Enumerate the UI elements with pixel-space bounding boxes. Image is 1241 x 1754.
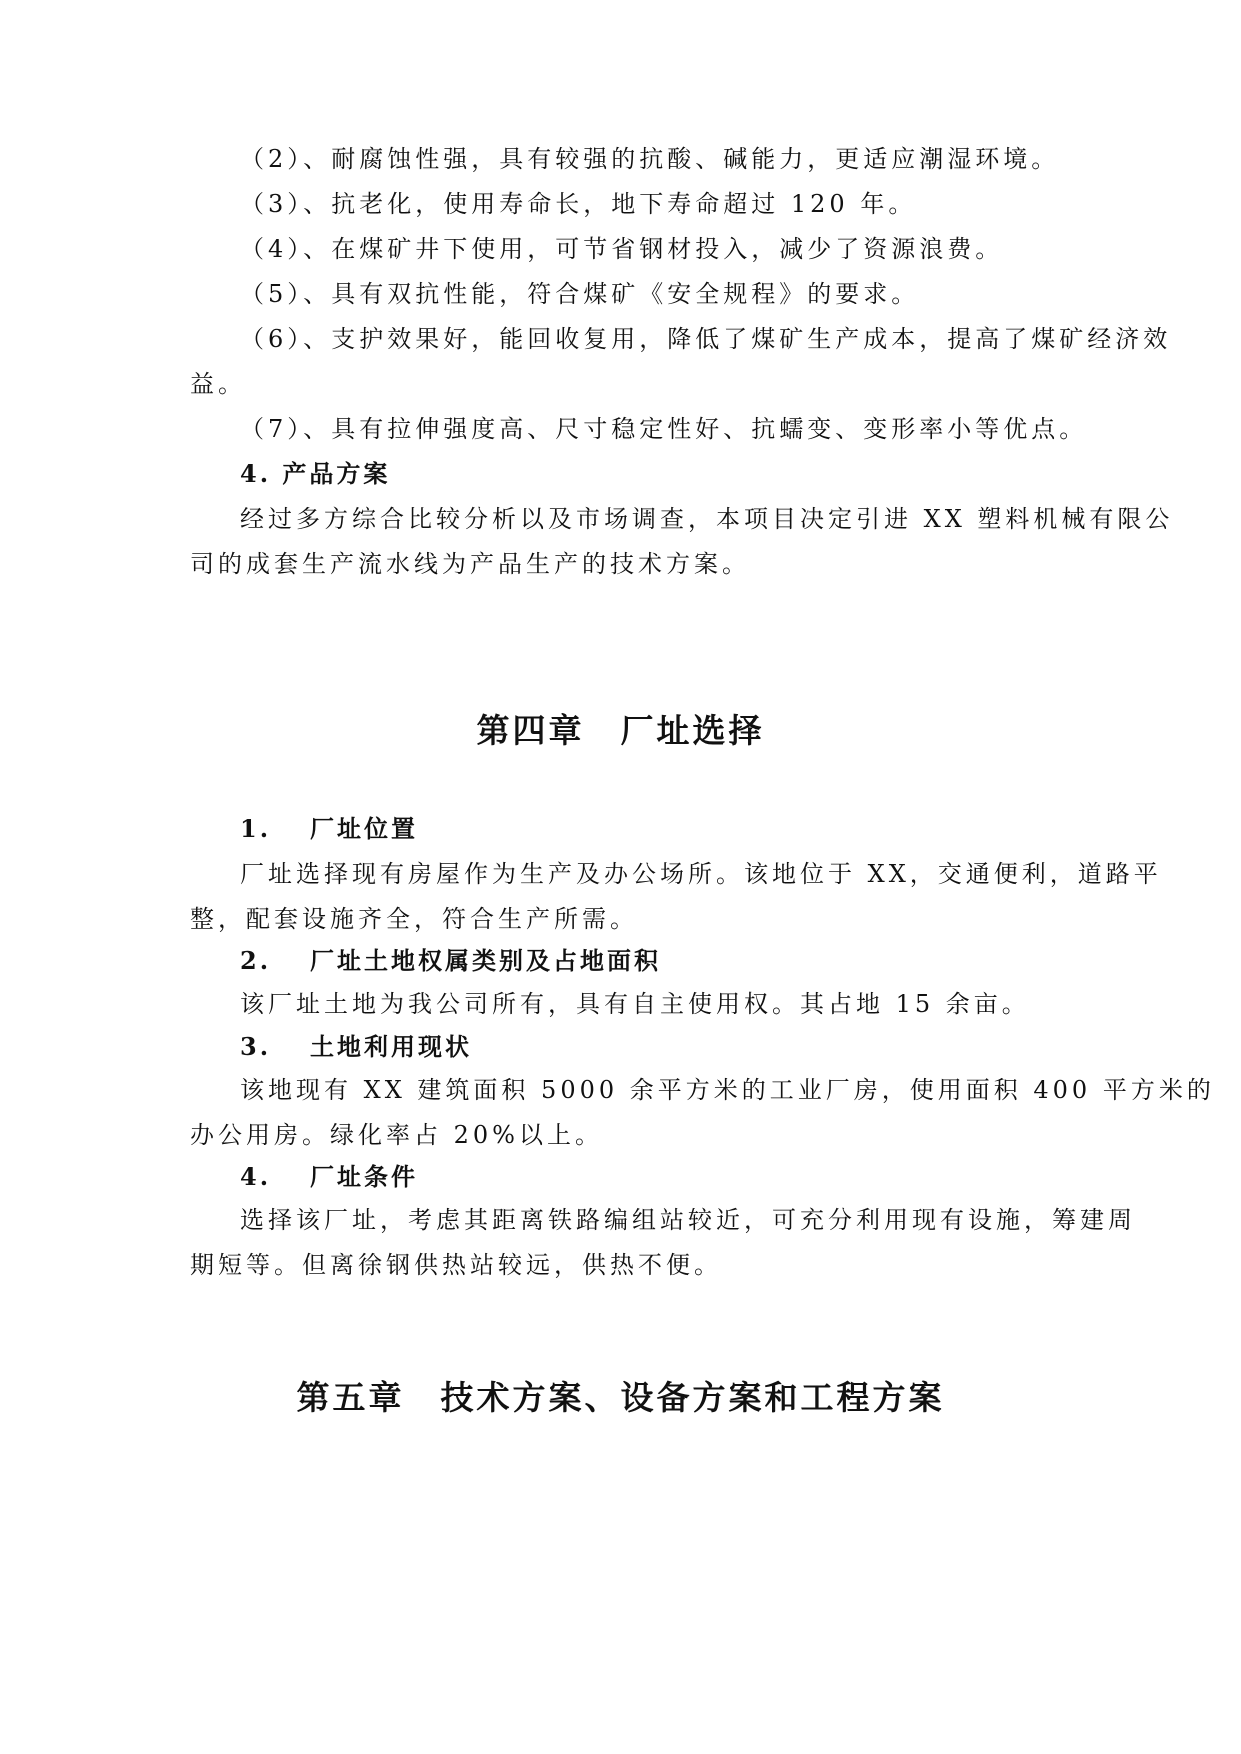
list-item-7: （7）、具有拉伸强度高、尺寸稳定性好、抗蠕变、变形率小等优点。 (240, 415, 1088, 443)
section-heading-land-ownership (240, 944, 1070, 978)
section-number: 4. (240, 1162, 272, 1191)
site-conditions-paragraph: 选择该厂址，考虑其距离铁路编组站较近，可充分利用现有设施，筹建周 (240, 1206, 1136, 1234)
section-title: 土地利用现状 (310, 1032, 472, 1061)
section-title: 厂址位置 (310, 814, 418, 843)
site-location-paragraph: 厂址选择现有房屋作为生产及办公场所。该地位于 XX，交通便利，道路平 (240, 860, 1162, 888)
site-location-paragraph-continued: 整，配套设施齐全，符合生产所需。 (190, 905, 638, 933)
list-item-6: （6）、支护效果好，能回收复用，降低了煤矿生产成本，提高了煤矿经济效 (240, 325, 1172, 353)
list-item-2: （2）、耐腐蚀性强，具有较强的抗酸、碱能力，更适应潮湿环境。 (240, 145, 1060, 173)
product-plan-paragraph-continued: 司的成套生产流水线为产品生产的技术方案。 (190, 550, 750, 578)
section-heading-land-use (240, 1030, 1070, 1064)
section-number: 2. (240, 946, 272, 975)
list-item-3: （3）、抗老化，使用寿命长，地下寿命超过 120 年。 (240, 190, 917, 218)
list-item-5: （5）、具有双抗性能，符合煤矿《安全规程》的要求。 (240, 280, 920, 308)
section-number: 1. (240, 814, 272, 843)
section-number: 3. (240, 1032, 272, 1061)
chapter-5-title: 第五章 技术方案、设备方案和工程方案 (296, 1378, 945, 1417)
site-conditions-paragraph-continued: 期短等。但离徐钢供热站较远，供热不便。 (190, 1251, 722, 1279)
land-use-paragraph-continued: 办公用房。绿化率占 20%以上。 (190, 1121, 603, 1149)
product-plan-paragraph: 经过多方综合比较分析以及市场调查，本项目决定引进 XX 塑料机械有限公 (240, 505, 1174, 533)
section-title: 厂址土地权属类别及占地面积 (310, 946, 661, 975)
land-use-paragraph: 该地现有 XX 建筑面积 5000 余平方米的工业厂房，使用面积 400 平方米的 (240, 1076, 1215, 1104)
section-heading-site-location (240, 812, 1070, 846)
land-ownership-paragraph: 该厂址土地为我公司所有，具有自主使用权。其占地 15 余亩。 (240, 990, 1030, 1018)
section-title: 厂址条件 (310, 1162, 418, 1191)
section-heading-site-conditions (240, 1160, 1070, 1194)
chapter-4-title: 第四章 厂址选择 (476, 711, 765, 750)
list-item-6-continued: 益。 (190, 370, 246, 398)
product-plan-heading: 4. 产品方案 (240, 459, 391, 488)
list-item-4: （4）、在煤矿井下使用，可节省钢材投入，减少了资源浪费。 (240, 235, 1004, 263)
